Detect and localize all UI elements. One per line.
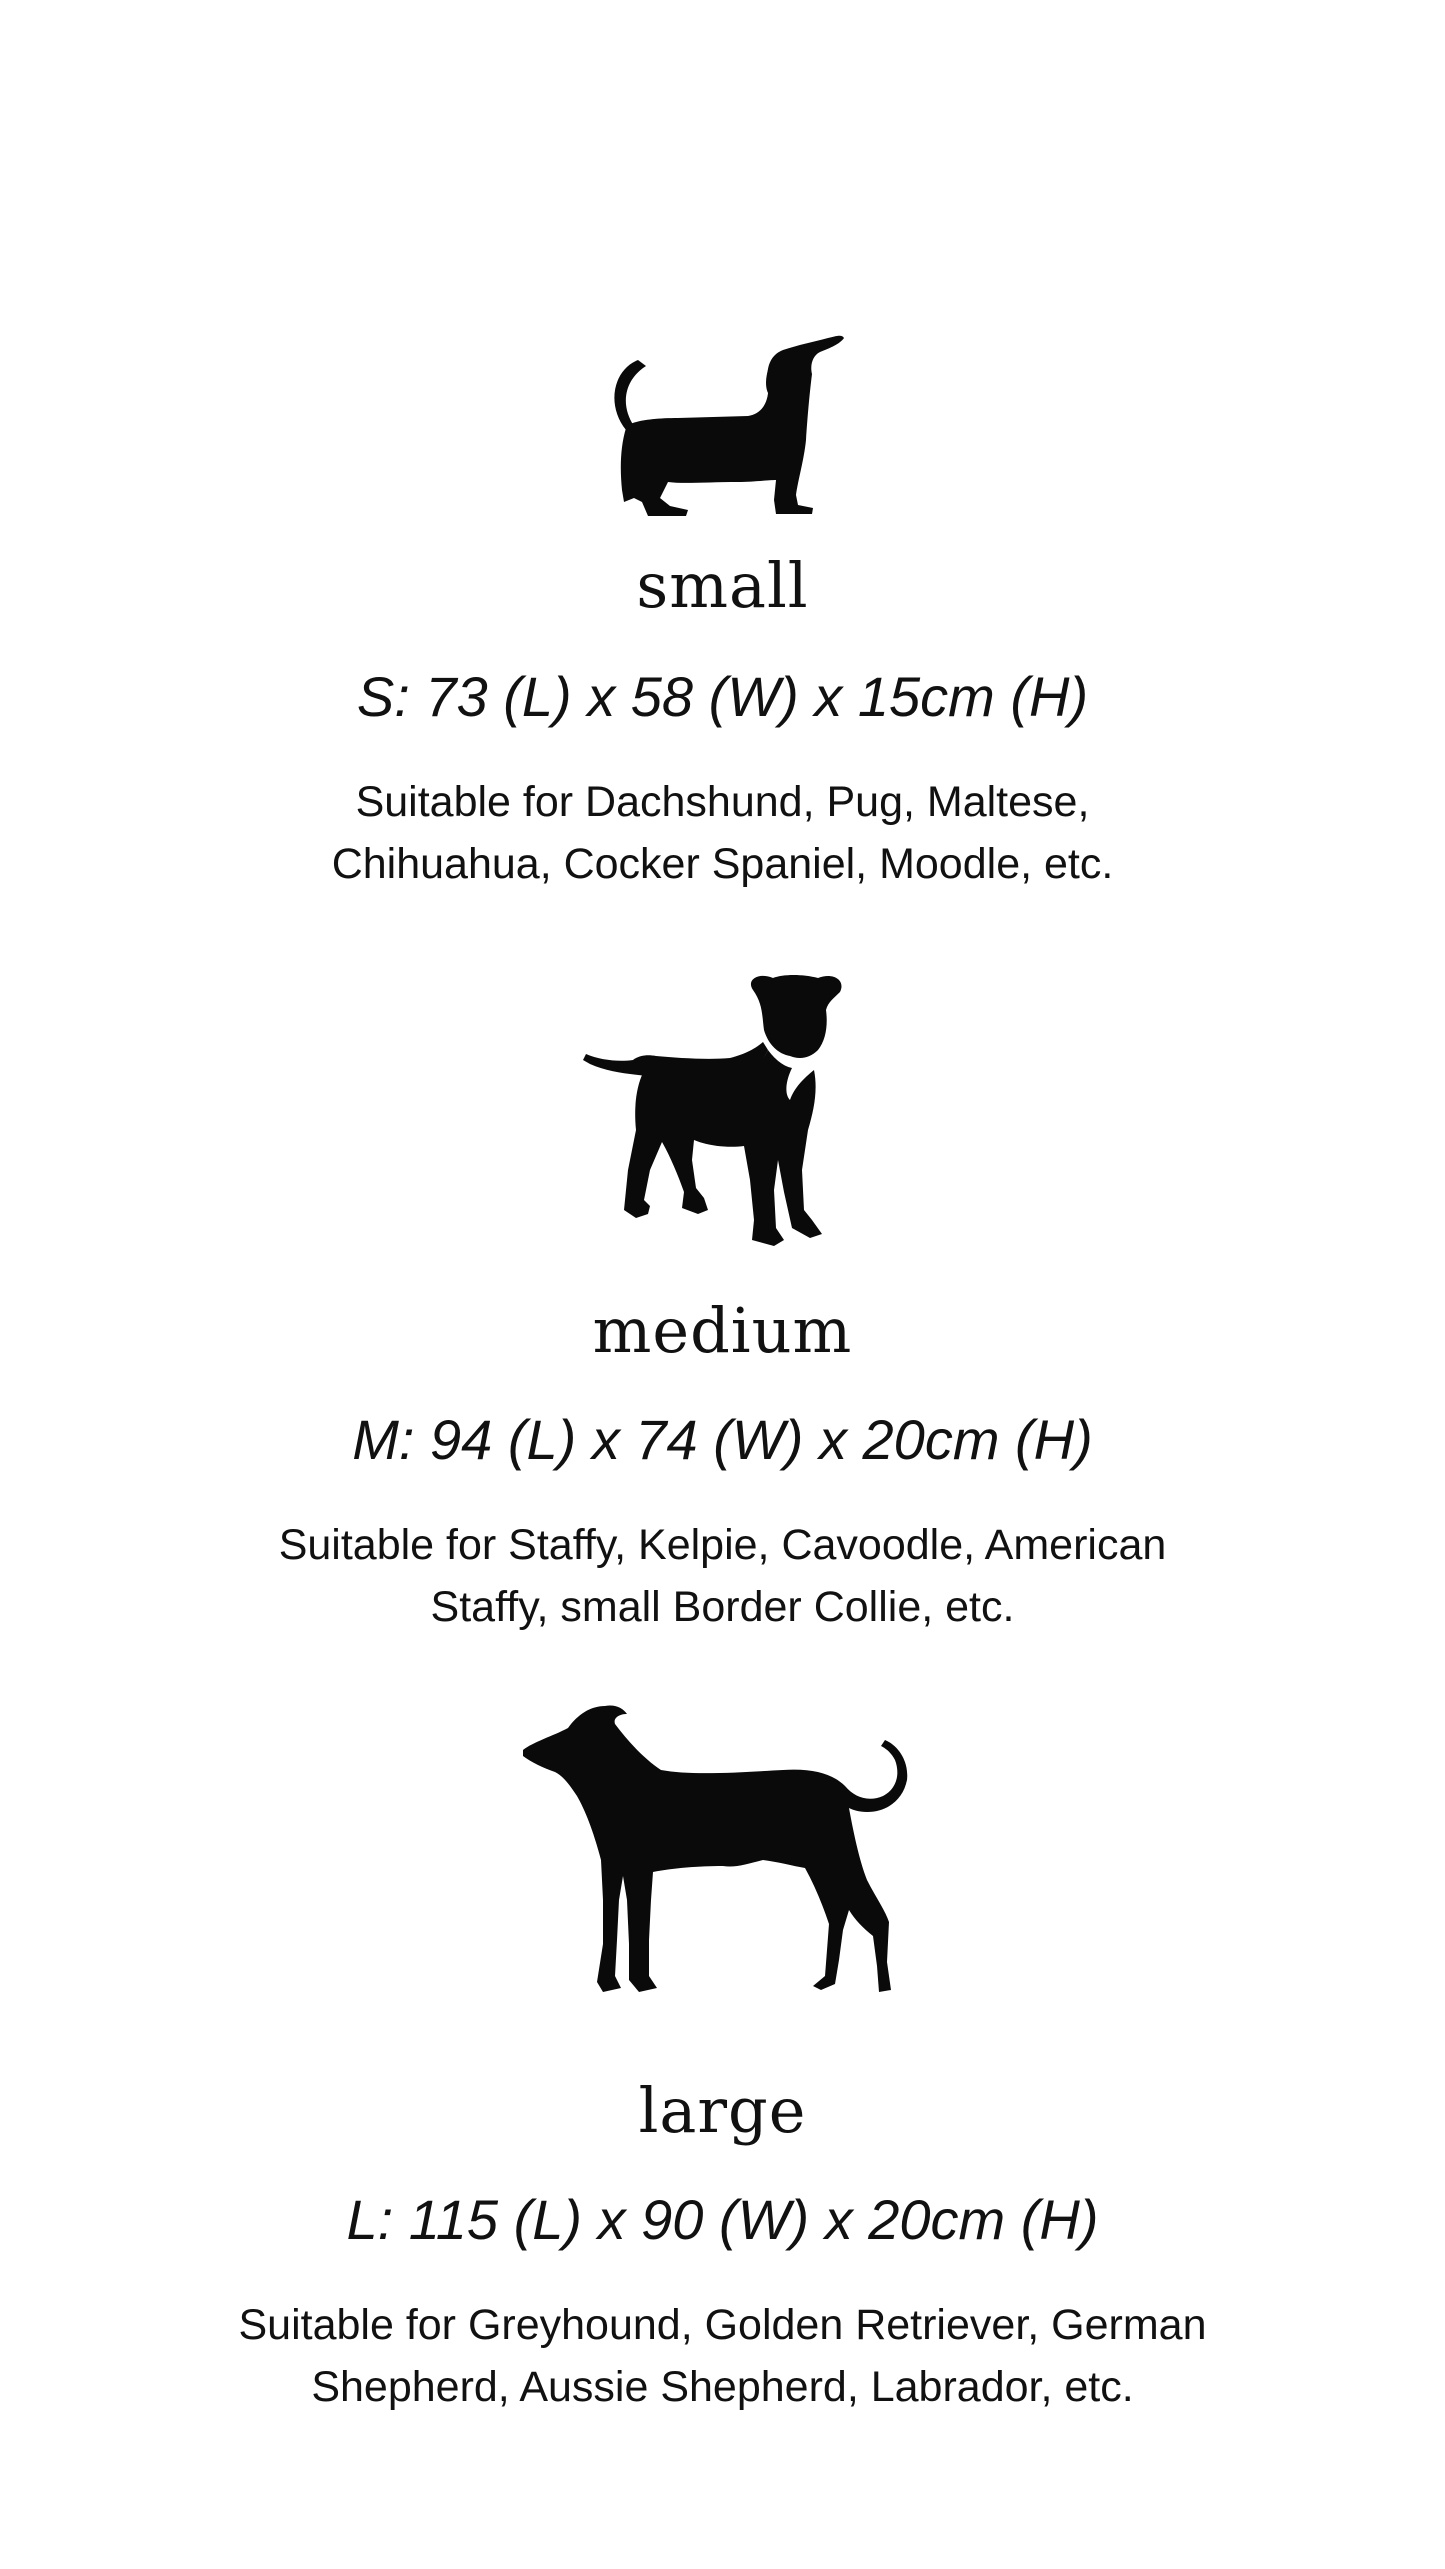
size-block-medium xyxy=(0,970,1445,1638)
suitable-breeds xyxy=(279,1514,1167,1638)
dachshund-silhouette-icon xyxy=(598,330,848,525)
suitable-breeds-line: Shepherd, Aussie Shepherd, Labrador, etc. xyxy=(311,2363,1134,2411)
suitable-breeds-line: Suitable for Staffy, Kelpie, Cavoodle, American xyxy=(278,1521,1167,1569)
size-block-large xyxy=(0,1700,1445,2418)
suitable-breeds xyxy=(332,771,1114,895)
size-dimensions: S: 73 (L) x 58 (W) x 15cm (H) xyxy=(356,665,1089,728)
size-title: small xyxy=(636,549,809,622)
greyhound-silhouette-icon xyxy=(523,1700,923,2040)
size-title: medium xyxy=(592,1294,853,1367)
size-block-small xyxy=(0,330,1445,895)
suitable-breeds-line: Suitable for Dachshund, Pug, Maltese, xyxy=(355,778,1090,826)
size-title: large xyxy=(638,2074,807,2147)
size-dimensions: M: 94 (L) x 74 (W) x 20cm (H) xyxy=(352,1408,1093,1471)
staffy-silhouette-icon xyxy=(578,970,868,1260)
suitable-breeds-line: Chihuahua, Cocker Spaniel, Moodle, etc. xyxy=(331,840,1114,888)
suitable-breeds-line: Suitable for Greyhound, Golden Retriever, German xyxy=(238,2301,1207,2349)
suitable-breeds-line: Staffy, small Border Collie, etc. xyxy=(430,1583,1015,1631)
size-dimensions: L: 115 (L) x 90 (W) x 20cm (H) xyxy=(346,2188,1099,2251)
suitable-breeds xyxy=(238,2294,1206,2418)
